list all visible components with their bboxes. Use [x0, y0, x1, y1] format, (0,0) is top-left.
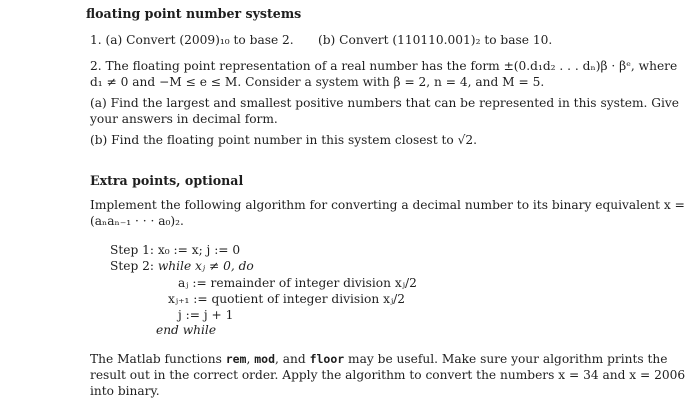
algorithm-step-2	[110, 259, 254, 274]
extra-intro-line-1: Implement the following algorithm for converting a decimal number to its binary equivalent x =	[90, 198, 685, 212]
extra-points-heading: Extra points, optional	[90, 173, 244, 188]
algorithm-body-line-3: j := j + 1	[178, 308, 234, 322]
matlab-line-3: into binary.	[90, 384, 160, 398]
problem-2-line-1: 2. The floating point representation of a real number has the form ±(0.d₁d₂ . . . dₙ)β · βᵉ, where	[90, 59, 678, 73]
matlab-line-1	[90, 352, 667, 367]
problem-1a: 1. (a) Convert (2009)₁₀ to base 2.	[90, 33, 294, 47]
page-title: floating point number systems	[86, 6, 302, 21]
matlab-text-2: ,	[246, 352, 255, 366]
problem-2a-line-1: (a) Find the largest and smallest positive numbers that can be represented in this system. Give	[90, 96, 679, 110]
matlab-text-1: The Matlab functions	[90, 352, 226, 366]
algorithm-step-2-label: Step 2:	[110, 259, 154, 273]
extra-intro-line-2: (aₙaₙ₋₁ · · · a₀)₂.	[90, 214, 184, 228]
matlab-floor: floor	[309, 352, 345, 366]
algorithm-step-1: Step 1: x₀ := x; j := 0	[110, 243, 241, 257]
matlab-mod: mod	[254, 352, 276, 366]
problem-1b: (b) Convert (110110.001)₂ to base 10.	[318, 33, 553, 47]
algorithm-end-while: end while	[156, 323, 217, 337]
matlab-text-4: may be useful. Make sure your algorithm prints the	[344, 352, 668, 366]
matlab-rem: rem	[225, 352, 247, 366]
problem-2-line-2: d₁ ≠ 0 and −M ≤ e ≤ M. Consider a system with β = 2, n = 4, and M = 5.	[90, 75, 545, 89]
problem-2b: (b) Find the floating point number in this system closest to √2.	[90, 133, 477, 147]
algorithm-while-clause: while xⱼ ≠ 0, do	[157, 259, 254, 273]
algorithm-body-line-1: aⱼ := remainder of integer division xⱼ/2	[178, 276, 417, 290]
matlab-text-3: , and	[275, 352, 310, 366]
problem-2a-line-2: your answers in decimal form.	[90, 112, 278, 126]
matlab-line-2: result out in the correct order. Apply the algorithm to convert the numbers x = 34 and x = 2006	[90, 368, 686, 382]
algorithm-body-line-2: xⱼ₊₁ := quotient of integer division xⱼ/2	[168, 292, 406, 306]
